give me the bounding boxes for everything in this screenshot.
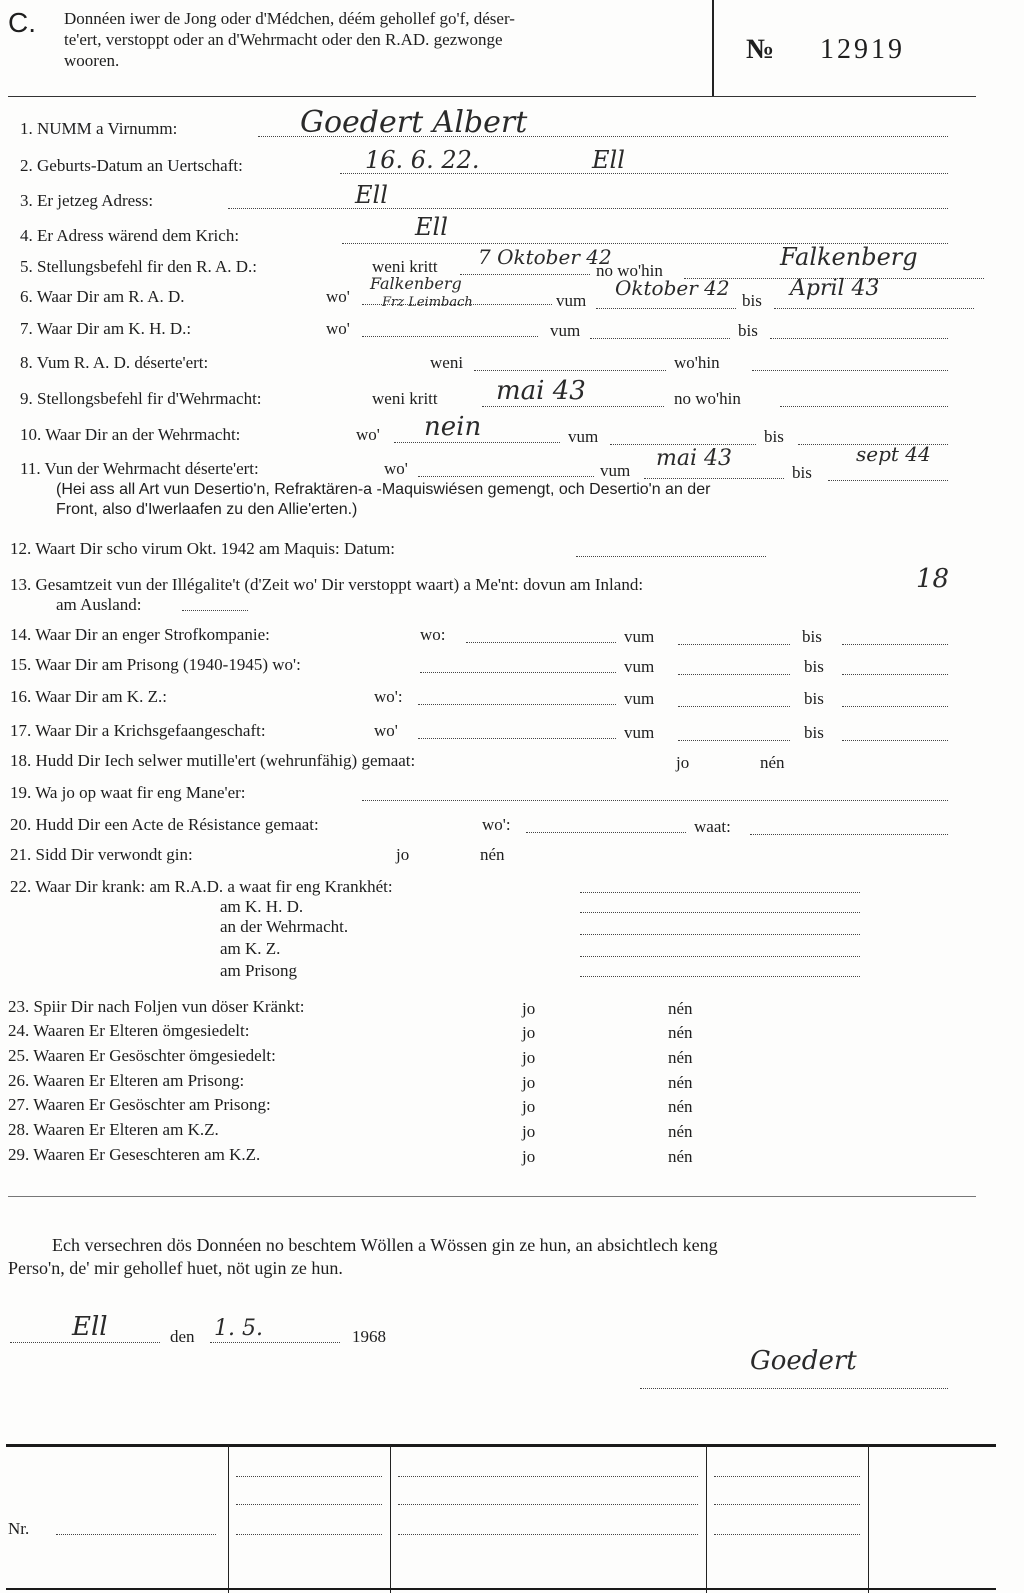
footer-col-1: [228, 1445, 229, 1593]
row-27-nen[interactable]: nén: [668, 1097, 693, 1116]
row-28-jo[interactable]: jo: [522, 1122, 536, 1141]
row-23-label: 23. Spiir Dir nach Foljen vun döser Kränkt:: [8, 997, 305, 1016]
intro-line-2: te'ert, verstoppt oder an d'Wehrmacht oder den R.AD. gezwonge: [64, 30, 503, 49]
row-17-bis-line: [842, 740, 948, 741]
row-13-label: 13. Gesamtzeit vun der Illégalite't (d'Zeit wo' Dir verstoppt waart) a Me'nt: dovun am Inland:: [10, 575, 644, 594]
signature-place-line: [10, 1342, 160, 1343]
row-15-vum-label: vum: [624, 657, 655, 676]
row-10-wo-line: [394, 442, 560, 443]
footer-col-4: [868, 1445, 869, 1593]
footer-bottom-rule: [6, 1588, 996, 1590]
row-8-weni-label: weni: [430, 353, 464, 372]
row-6-bis-line: [774, 308, 974, 309]
row-2-label: 2. Geburts-Datum an Uertschaft:: [20, 156, 243, 175]
row-16-bis-label: bis: [804, 689, 824, 708]
signature-name-line: [640, 1388, 948, 1389]
row-22-line-3: [580, 934, 860, 935]
row-8-wohin-label: wo'hin: [674, 353, 720, 372]
row-6-vum-value: Oktober 42: [615, 276, 730, 300]
row-15-wo-line: [420, 672, 616, 673]
declaration-line-1: Ech versechren dös Donnéen no beschtem Wöllen a Wössen gin ze hun, an absichtlech keng: [52, 1235, 718, 1255]
row-5-weni-line: [460, 274, 590, 275]
row-29-jo[interactable]: jo: [522, 1147, 536, 1166]
row-7-wo-label: wo': [326, 319, 350, 338]
row-22-line-1: [580, 892, 860, 893]
row-13-line-2: [182, 610, 248, 611]
row-22-sub-2: an der Wehrmacht.: [220, 917, 349, 936]
row-5-weni-label: weni kritt: [372, 257, 438, 276]
row-6-wo-label: wo': [326, 287, 350, 306]
row-16-bis-line: [842, 706, 948, 707]
row-8-label: 8. Vum R. A. D. déserte'ert:: [20, 353, 209, 372]
row-19-label: 19. Wa jo op waat fir eng Mane'er:: [10, 783, 246, 802]
row-7-vum-label: vum: [550, 321, 581, 340]
row-10-label: 10. Waar Dir an der Wehrmacht:: [20, 425, 241, 444]
header-rule: [8, 96, 976, 97]
row-6-vum-label: vum: [556, 291, 587, 310]
row-17-bis-label: bis: [804, 723, 824, 742]
row-27-label: 27. Waaren Er Gesöschter am Prisong:: [8, 1095, 271, 1114]
footer-nr-label: Nr.: [8, 1519, 30, 1538]
row-22-sub-4: am Prisong: [220, 961, 297, 980]
row-1-label: 1. NUMM a Virnumm:: [20, 119, 178, 138]
header-divider: [712, 0, 714, 96]
row-21-jo[interactable]: jo: [396, 845, 410, 864]
row-25-label: 25. Waaren Er Gesöschter ömgesiedelt:: [8, 1046, 276, 1065]
row-16-wo-line: [418, 704, 616, 705]
row-9-label: 9. Stellongsbefehl fir d'Wehrmacht:: [20, 389, 262, 408]
form-number: 12919: [820, 34, 905, 65]
row-23-nen[interactable]: nén: [668, 999, 693, 1018]
row-15-label: 15. Waar Dir am Prisong (1940-1945) wo':: [10, 655, 301, 674]
row-17-vum-label: vum: [624, 723, 655, 742]
row-6-bis-label: bis: [742, 291, 762, 310]
row-26-jo[interactable]: jo: [522, 1073, 536, 1092]
row-14-bis-line: [842, 644, 948, 645]
row-2-place: Ell: [592, 146, 625, 174]
row-22-line-5: [580, 976, 860, 977]
row-24-label: 24. Waaren Er Elteren ömgesiedelt:: [8, 1021, 250, 1040]
row-9-wohin-label: no wo'hin: [674, 389, 741, 408]
row-12-label: 12. Waart Dir scho virum Okt. 1942 am Maquis: Datum:: [10, 539, 396, 558]
row-20-waat-line: [750, 834, 948, 835]
row-16-wo-label: wo':: [374, 687, 403, 706]
row-15-vum-line: [678, 674, 790, 675]
row-6-wo-value: Falkenberg: [370, 274, 462, 293]
row-13-label-2: am Ausland:: [56, 595, 142, 614]
row-8-weni-line: [474, 370, 666, 371]
row-18-jo[interactable]: jo: [676, 753, 690, 772]
row-17-vum-line: [678, 740, 790, 741]
row-26-nen[interactable]: nén: [668, 1073, 693, 1092]
row-17-label: 17. Waar Dir a Krichsgefaangeschaft:: [10, 721, 266, 740]
row-5-wohin-label: no wo'hin: [596, 261, 663, 280]
row-11-bis-label: bis: [792, 463, 812, 482]
row-29-nen[interactable]: nén: [668, 1147, 693, 1166]
signature-den-label: den: [170, 1327, 195, 1346]
footer-col-2: [390, 1445, 391, 1593]
row-11-wo-line: [418, 476, 594, 477]
declaration-line-2: Perso'n, de' mir gehollef huet, nöt ugin ze hun.: [8, 1258, 343, 1278]
row-8-wohin-line: [752, 370, 948, 371]
row-4-label: 4. Er Adress wärend dem Krich:: [20, 226, 240, 245]
row-14-wo-label: wo:: [420, 625, 446, 644]
footer-c3-line-2: [714, 1504, 860, 1505]
row-25-nen[interactable]: nén: [668, 1048, 693, 1067]
row-2-date: 16. 6. 22.: [365, 146, 480, 174]
row-9-weni-value: mai 43: [496, 376, 586, 406]
row-29-label: 29. Waaren Er Geseschteren am K.Z.: [8, 1145, 261, 1164]
number-symbol: №: [746, 34, 775, 65]
intro-line-1: Donnéen iwer de Jong oder d'Médchen, déém gehollef go'f, déser-: [64, 9, 515, 28]
row-22-sub-1: am K. H. D.: [220, 897, 304, 916]
row-5-wohin-value: Falkenberg: [780, 243, 918, 271]
row-19-line: [362, 800, 948, 801]
row-14-vum-line: [678, 644, 790, 645]
row-25-jo[interactable]: jo: [522, 1048, 536, 1067]
row-17-wo-line: [418, 738, 616, 739]
row-16-vum-line: [678, 706, 790, 707]
row-13-value: 18: [916, 564, 950, 594]
footer-c3-line-1: [714, 1476, 860, 1477]
row-23-jo[interactable]: jo: [522, 999, 536, 1018]
row-9-weni-line: [482, 406, 664, 407]
row-11-note-1: (Hei ass all Art vun Desertio'n, Refraktären-a -Maquiswiésen gemengt, och Desertio'n an der: [56, 481, 711, 498]
row-7-wo-line: [362, 336, 538, 337]
row-17-wo-label: wo': [374, 721, 398, 740]
row-18-label: 18. Hudd Dir Iech selwer mutille'ert (wehrunfähig) gemaat:: [10, 751, 416, 770]
row-7-vum-line: [590, 338, 730, 339]
row-21-nen[interactable]: nén: [480, 845, 505, 864]
row-14-wo-line: [466, 642, 616, 643]
footer-c1-line-1: [236, 1476, 382, 1477]
footer-c2-line-3: [398, 1534, 698, 1535]
row-7-label: 7. Waar Dir am K. H. D.:: [20, 319, 192, 338]
signature-place: Ell: [72, 1312, 108, 1342]
row-4-value: Ell: [415, 213, 448, 241]
row-28-label: 28. Waaren Er Elteren am K.Z.: [8, 1120, 219, 1139]
footer-c1-line-3: [236, 1534, 382, 1535]
row-18-nen[interactable]: nén: [760, 753, 785, 772]
row-5-weni-value: 7 Oktober 42: [478, 245, 612, 269]
section-rule: [8, 1196, 976, 1197]
row-27-jo[interactable]: jo: [522, 1097, 536, 1116]
row-24-jo[interactable]: jo: [522, 1023, 536, 1042]
signature-date: 1. 5.: [214, 1316, 263, 1341]
row-16-vum-label: vum: [624, 689, 655, 708]
footer-nr-line: [56, 1534, 216, 1535]
row-3-line: [228, 208, 948, 209]
row-21-label: 21. Sidd Dir verwondt gin:: [10, 845, 193, 864]
row-15-bis-line: [842, 674, 948, 675]
row-20-wo-label: wo':: [482, 815, 511, 834]
signature-date-line: [210, 1342, 340, 1343]
row-10-vum-line: [610, 444, 756, 445]
row-11-wo-label: wo': [384, 459, 408, 478]
row-7-bis-label: bis: [738, 321, 758, 340]
footer-col-3: [706, 1445, 707, 1593]
row-6-vum-line: [596, 308, 736, 309]
row-3-value: Ell: [355, 181, 388, 209]
row-22-line-2: [580, 912, 860, 913]
footer-c1-line-2: [236, 1504, 382, 1505]
row-11-note-2: Front, also d'Iwerlaafen zu den Allie'erten.): [56, 501, 358, 518]
signature-name: Goedert: [750, 1346, 857, 1376]
row-20-label: 20. Hudd Dir een Acte de Résistance gemaat:: [10, 815, 319, 834]
footer-c2-line-1: [398, 1476, 698, 1477]
row-11-bis-value: sept 44: [856, 442, 931, 466]
row-9-wohin-line: [780, 406, 948, 407]
row-11-label: 11. Vun der Wehrmacht déserte'ert:: [20, 459, 259, 478]
row-22-line-4: [580, 956, 860, 957]
row-14-bis-label: bis: [802, 627, 822, 646]
row-20-wo-line: [526, 832, 686, 833]
row-5-label: 5. Stellungsbefehl fir den R. A. D.:: [20, 257, 258, 276]
signature-year: 1968: [352, 1327, 386, 1346]
row-22-sub-3: am K. Z.: [220, 939, 281, 958]
row-10-bis-label: bis: [764, 427, 784, 446]
row-28-nen[interactable]: nén: [668, 1122, 693, 1141]
row-22-label: 22. Waar Dir krank: am R.A.D. a waat fir eng Krankhét:: [10, 877, 393, 896]
row-7-bis-line: [770, 338, 948, 339]
row-10-wo-label: wo': [356, 425, 380, 444]
row-11-vum-value: mai 43: [656, 446, 733, 471]
section-letter: C.: [8, 7, 36, 38]
row-1-value: Goedert Albert: [300, 105, 528, 140]
row-11-bis-line: [828, 480, 948, 481]
row-3-label: 3. Er jetzeg Adress:: [20, 191, 154, 210]
row-14-label: 14. Waar Dir an enger Strofkompanie:: [10, 625, 270, 644]
footer-c2-line-2: [398, 1504, 698, 1505]
row-11-vum-label: vum: [600, 461, 631, 480]
row-6-bis-value: April 43: [790, 276, 880, 301]
row-20-waat-label: waat:: [694, 817, 731, 836]
row-15-bis-label: bis: [804, 657, 824, 676]
row-10-vum-label: vum: [568, 427, 599, 446]
row-26-label: 26. Waaren Er Elteren am Prisong:: [8, 1071, 245, 1090]
row-24-nen[interactable]: nén: [668, 1023, 693, 1042]
row-10-wo-value: nein: [424, 412, 482, 442]
intro-line-3: wooren.: [64, 51, 120, 70]
row-11-vum-line: [644, 478, 784, 479]
row-6-label: 6. Waar Dir am R. A. D.: [20, 287, 185, 306]
row-9-weni-label: weni kritt: [372, 389, 438, 408]
row-6-wo-value-2: Frz Leimbach: [382, 295, 473, 310]
footer-rule: [6, 1444, 996, 1447]
row-16-label: 16. Waar Dir am K. Z.:: [10, 687, 167, 706]
footer-c3-line-3: [714, 1534, 860, 1535]
row-14-vum-label: vum: [624, 627, 655, 646]
row-12-line: [576, 556, 766, 557]
